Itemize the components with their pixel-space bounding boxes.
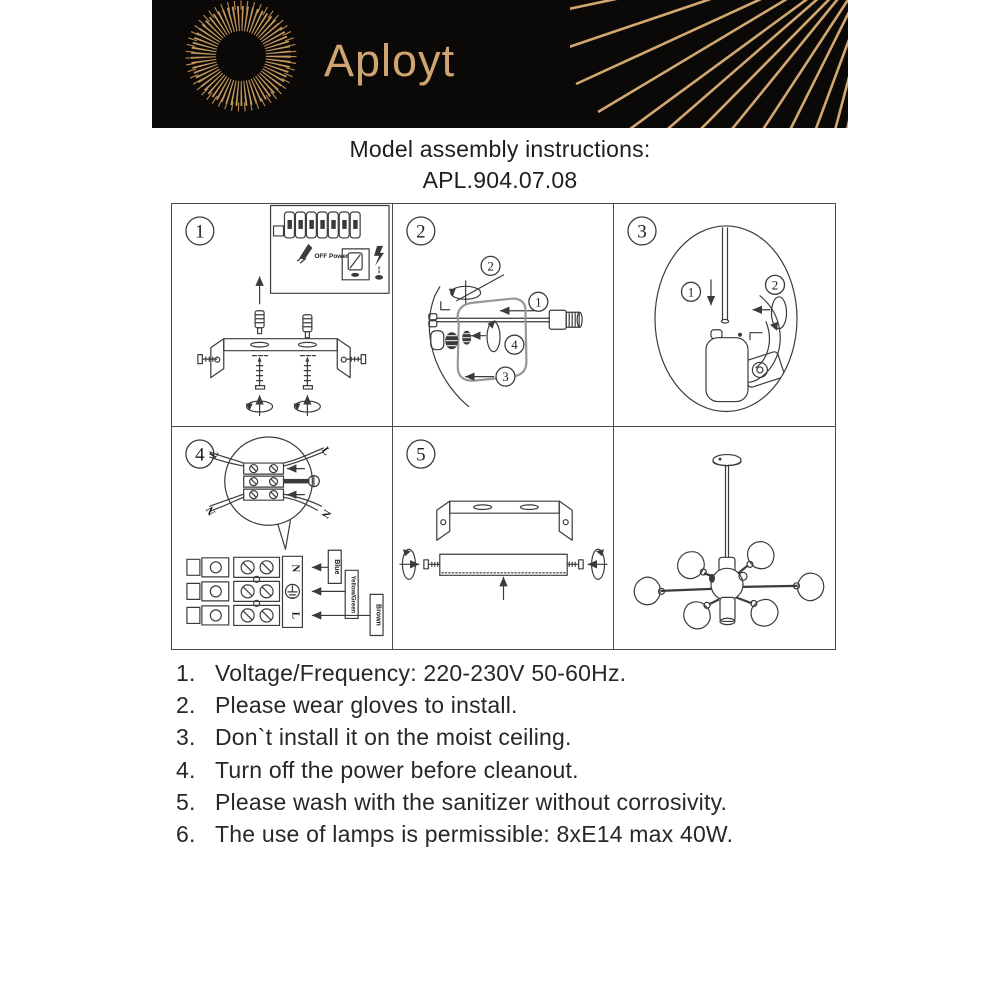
instruction-number: 3.	[176, 724, 196, 751]
nut-detail	[709, 573, 715, 582]
instruction-item	[176, 818, 866, 850]
instruction-text: Don`t install it on the moist ceiling.	[215, 724, 572, 751]
lamp-shade	[678, 593, 719, 634]
instruction-text: Please wear gloves to install.	[215, 692, 518, 719]
zoom-label-n-left: N	[204, 503, 219, 517]
instruction-text: The use of lamps is permissible: 8xE14 max 40W.	[215, 821, 734, 848]
instruction-item	[176, 689, 866, 721]
instruction-item	[176, 786, 866, 818]
wire-label-blue: Blue	[332, 558, 340, 574]
lamp-shade	[793, 572, 824, 600]
brand-logo-text: Aployt	[324, 35, 456, 86]
instruction-number: 1.	[176, 660, 196, 686]
zoom-label-l-left: L	[207, 447, 222, 461]
terminal-label-l: L	[289, 611, 302, 619]
side-screw-rotation	[400, 549, 440, 579]
sunburst-logo-icon	[182, 0, 300, 120]
panel-6-assembled-chandelier	[614, 427, 835, 650]
lamp-shade	[742, 591, 783, 631]
panel-6-diagram	[614, 427, 835, 650]
power-off-inset	[271, 205, 389, 293]
cover-plate	[440, 554, 567, 575]
wall-anchor	[303, 315, 312, 338]
zoom-label-l-right: L	[318, 444, 333, 458]
instruction-number: 6.	[176, 821, 196, 848]
knurled-nut	[462, 331, 471, 345]
instruction-item	[176, 657, 866, 689]
step-1-number: 1	[687, 284, 695, 300]
corner-mark	[441, 302, 450, 310]
step-2-number: 2	[487, 258, 494, 274]
step-3-number: 3	[502, 369, 509, 385]
power-off-label: OFF Power	[314, 252, 349, 260]
hanging-rod	[721, 228, 728, 323]
sphere-body-outline	[429, 296, 468, 407]
center-column-lower	[720, 597, 735, 624]
title-block	[0, 134, 1000, 196]
page-title: Model assembly instructions:	[349, 136, 651, 162]
step-2-number: 2	[771, 277, 779, 293]
wall-anchor	[255, 277, 264, 334]
wire-label-yellow-green: Yellow/Green	[349, 575, 356, 613]
brand-banner	[152, 0, 848, 128]
step-4-number: 4	[511, 337, 518, 353]
instruction-text: Please wash with the sanitizer without corrosivity.	[215, 788, 728, 815]
panel-4-diagram	[172, 427, 392, 650]
instruction-diagram-grid	[171, 203, 836, 650]
body-edge	[435, 287, 440, 296]
step-1-number: 1	[535, 294, 542, 310]
lamp-holder	[431, 331, 458, 350]
wiring-zoom-circle	[204, 437, 333, 549]
panel-3-diagram	[614, 204, 835, 426]
panel-number: 3	[637, 221, 647, 243]
banner-rays-decoration	[570, 0, 848, 128]
rotate-arrow-icon	[753, 297, 787, 331]
socket-end	[549, 310, 582, 329]
ceiling-canopy	[713, 454, 741, 465]
earth-symbol	[285, 584, 299, 598]
zoom-label-n-right: N	[318, 506, 334, 520]
terminal-block-assembly	[187, 556, 302, 627]
mounting-screw	[293, 357, 320, 416]
rotate-arrow-icon	[472, 320, 500, 352]
lamp-shade	[673, 546, 712, 584]
instruction-number: 4.	[176, 756, 196, 783]
instruction-item	[176, 754, 866, 786]
side-screw	[198, 355, 217, 364]
side-screw-rotation	[567, 549, 607, 579]
panel-1-diagram	[172, 204, 392, 426]
panel-3-rod-insertion	[614, 204, 835, 427]
panel-number: 4	[195, 444, 205, 466]
hanging-rod	[726, 465, 729, 559]
mounting-bracket	[211, 339, 350, 378]
model-number: APL.904.07.08	[422, 167, 578, 193]
instruction-number: 5.	[176, 788, 196, 815]
wire-labels	[312, 550, 383, 635]
hand-pointer-icon	[297, 244, 312, 263]
instruction-text: Voltage/Frequency: 220-230V 50-60Hz.	[215, 660, 627, 686]
center-sphere	[711, 568, 743, 600]
panel-4-wiring	[172, 427, 393, 650]
safety-instructions-list	[176, 657, 866, 850]
lamp-shade	[634, 576, 665, 605]
panel-2-arm-assembly	[393, 204, 614, 427]
panel-number: 1	[195, 221, 205, 243]
instruction-number: 2.	[176, 692, 196, 719]
panel-2-diagram	[393, 204, 613, 426]
mounting-screw	[246, 357, 273, 416]
mounting-bracket	[437, 501, 572, 540]
panel-5-diagram	[393, 427, 613, 650]
panel-number: 5	[416, 444, 426, 466]
panel-5-cover-plate	[393, 427, 614, 650]
panel-number: 2	[416, 221, 426, 243]
instruction-text: Turn off the power before cleanout.	[215, 756, 579, 783]
wire-label-brown: Brown	[374, 603, 382, 626]
terminal-label-n: N	[289, 563, 302, 572]
instruction-item	[176, 721, 866, 753]
lightning-icon	[374, 246, 384, 280]
panel-1-bracket-mounting	[172, 204, 393, 427]
lamp-shade	[739, 536, 780, 577]
